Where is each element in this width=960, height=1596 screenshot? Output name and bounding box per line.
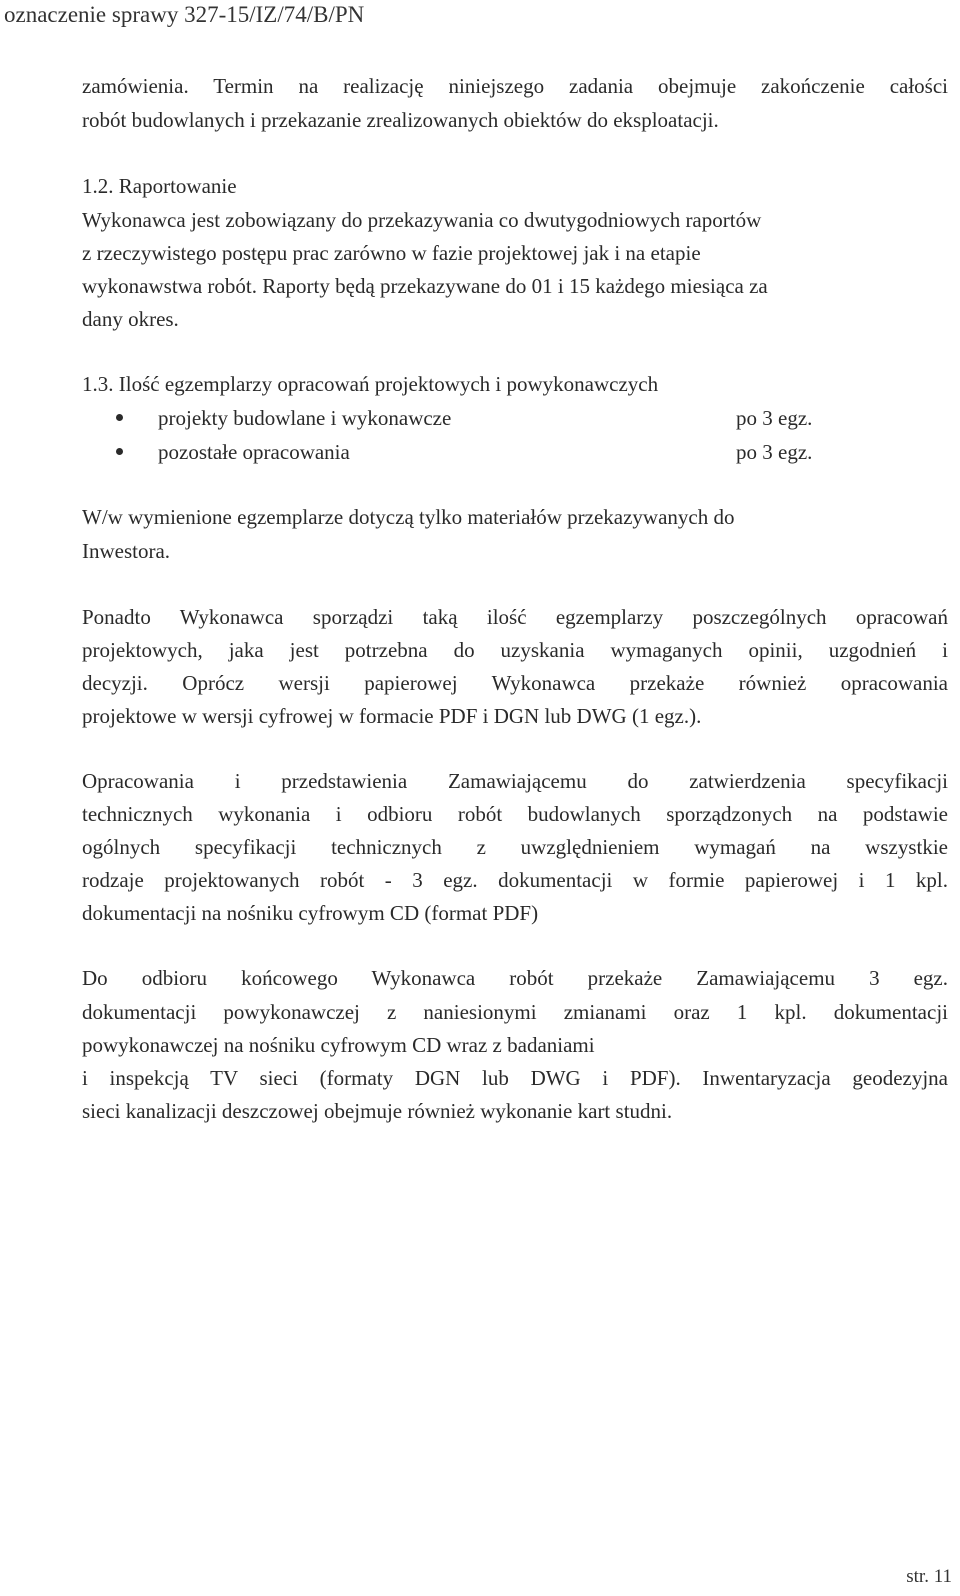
bullet-icon: [116, 414, 123, 421]
page-number: str. 11: [906, 1566, 952, 1587]
section-1-3-note-line-1: W/w wymienione egzemplarze dotyczą tylko materiałów przekazywanych do: [82, 505, 735, 529]
odbior-line-1: Do odbioru końcowego Wykonawca robót przekaże Zamawiającemu 3 egz.: [82, 966, 948, 990]
section-1-2-line-1: Wykonawca jest zobowiązany do przekazywania co dwutygodniowych raportów: [82, 208, 762, 232]
intro-line-1: zamówienia. Termin na realizację niniejszego zadania obejmuje zakończenie całości: [82, 74, 948, 98]
odbior-line-5: sieci kanalizacji deszczowej obejmuje również wykonanie kart studni.: [82, 1099, 673, 1123]
ponadto-line-3: decyzji. Oprócz wersji papierowej Wykonawca przekaże również opracowania: [82, 671, 948, 695]
opracowania-line-5: dokumentacji na nośniku cyfrowym CD (format PDF): [82, 901, 539, 925]
odbior-line-4: i inspekcją TV sieci (formaty DGN lub DWG i PDF). Inwentaryzacja geodezyjna: [82, 1066, 948, 1090]
section-1-3-heading: 1.3. Ilość egzemplarzy opracowań projektowych i powykonawczych: [82, 372, 659, 396]
opracowania-line-3: ogólnych specyfikacji technicznych z uwzględnieniem wymagań na wszystkie: [82, 835, 948, 859]
opracowania-line-4: rodzaje projektowanych robót - 3 egz. dokumentacji w formie papierowej i 1 kpl.: [82, 868, 948, 892]
odbior-line-2: dokumentacji powykonawczej z naniesionymi zmianami oraz 1 kpl. dokumentacji: [82, 1000, 948, 1024]
section-1-2-line-2: z rzeczywistego postępu prac zarówno w fazie projektowej jak i na etapie: [82, 241, 701, 265]
ponadto-line-1: Ponadto Wykonawca sporządzi taką ilość egzemplarzy poszczególnych opracowań: [82, 605, 948, 629]
ponadto-line-2: projektowych, jaka jest potrzebna do uzyskania wymaganych opinii, uzgodnień i: [82, 638, 948, 662]
section-1-3-note-line-2: Inwestora.: [82, 539, 171, 563]
opracowania-line-2: technicznych wykonania i odbioru robót budowlanych sporządzonych na podstawie: [82, 802, 948, 826]
intro-line-2: robót budowlanych i przekazanie zrealizowanych obiektów do eksploatacji.: [82, 108, 719, 132]
list-item-quantity: po 3 egz.: [736, 440, 813, 464]
odbior-line-3: powykonawczej na nośniku cyfrowym CD wraz z badaniami: [82, 1033, 595, 1057]
case-number-header: oznaczenie sprawy 327-15/IZ/74/B/PN: [4, 2, 365, 27]
list-item-quantity: po 3 egz.: [736, 406, 813, 430]
bullet-icon: [116, 448, 123, 455]
section-1-2-heading: 1.2. Raportowanie: [82, 174, 237, 198]
ponadto-line-4: projektowe w wersji cyfrowej w formacie PDF i DGN lub DWG (1 egz.).: [82, 704, 702, 728]
opracowania-line-1: Opracowania i przedstawienia Zamawiającemu do zatwierdzenia specyfikacji: [82, 769, 948, 793]
list-item-label: projekty budowlane i wykonawcze: [158, 406, 452, 430]
section-1-2-line-4: dany okres.: [82, 307, 179, 331]
section-1-2-line-3: wykonawstwa robót. Raporty będą przekazywane do 01 i 15 każdego miesiąca za: [82, 274, 768, 298]
list-item-label: pozostałe opracowania: [158, 440, 350, 464]
